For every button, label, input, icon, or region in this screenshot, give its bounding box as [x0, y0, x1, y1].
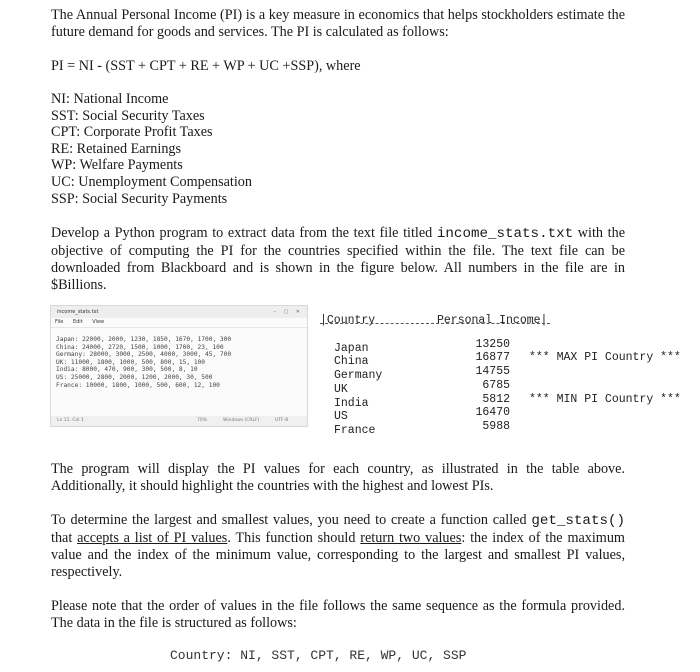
data-line-india: India: 8000, 470, 900, 300, 500, 8, 10 — [56, 366, 198, 374]
output-note: *** MIN PI Country *** — [529, 393, 681, 406]
data-format-line: Country: NI, SST, CPT, RE, WP, UC, SSP — [170, 648, 467, 663]
notepad-statusbar — [51, 416, 307, 426]
data-line-france: France: 10000, 1800, 1000, 500, 600, 12, 100 — [56, 381, 220, 389]
accepts-list-text: accepts a list of PI values — [77, 530, 228, 546]
pi-formula: PI = NI - (SST + CPT + RE + WP + UC +SSP), where — [51, 58, 361, 74]
output-country: Germany — [334, 369, 383, 382]
def-ni: NI: National Income — [51, 91, 169, 107]
def-uc: UC: Unemployment Compensation — [51, 174, 252, 190]
def-wp: WP: Welfare Payments — [51, 157, 183, 173]
data-line-uk: UK: 11000, 1800, 1000, 500, 800, 15, 100 — [56, 358, 206, 366]
output-pi-value: 16877 — [475, 351, 510, 364]
output-country: UK — [334, 383, 348, 396]
menu-edit[interactable]: Edit — [72, 319, 83, 325]
header-divider — [320, 323, 550, 324]
output-header-country: |Country — [320, 314, 376, 327]
notepad-title: income_stats.txt — [57, 309, 99, 315]
order-note-paragraph: Please note that the order of values in the file follows the same sequence as the formula provided. The data in the file is structured as follows: — [51, 598, 625, 631]
def-cpt: CPT: Corporate Profit Taxes — [51, 124, 213, 140]
filename-code: income_stats.txt — [436, 226, 574, 242]
status-encoding: UTF-8 — [275, 418, 289, 423]
display-paragraph: The program will display the PI values for each country, as illustrated in the table above. Additionally, it should highlight the countries with the highest and lowest PIs. — [51, 461, 625, 494]
status-line-ending: Windows (CRLF) — [223, 418, 260, 423]
def-ssp: SSP: Social Security Payments — [51, 191, 228, 207]
data-line-germany: Germany: 28000, 3000, 2500, 4000, 3000, 45, 700 — [56, 351, 232, 359]
notepad-menu — [51, 318, 307, 328]
data-line-china: China: 24000, 2720, 1500, 1000, 1700, 23, 100 — [56, 343, 224, 351]
output-pi-value: 16470 — [475, 406, 510, 419]
output-country: Japan — [334, 342, 369, 355]
notepad-titlebar — [51, 306, 307, 318]
task-paragraph: Develop a Python program to extract data from the text file titled income_stats.txt with the objective of computing the PI for the countries specified within the file. The text file can be downloaded from Blackboard and is shown in the figure below. All numbers in the file are in $Billions. — [51, 225, 625, 293]
intro-paragraph: The Annual Personal Income (PI) is a key measure in economics that helps stockholders estimate the future demand for goods and services. The PI is calculated as follows: — [51, 7, 625, 40]
status-zoom: 70% — [197, 418, 208, 423]
data-line-japan: Japan: 22000, 2000, 1230, 1850, 1670, 1700, 300 — [56, 336, 232, 343]
output-pi-value: 14755 — [475, 365, 510, 378]
output-pi-value: 5988 — [482, 420, 510, 433]
menu-file[interactable]: File — [55, 319, 64, 325]
data-line-us: US: 25000, 2800, 2000, 1200, 2000, 30, 500 — [56, 373, 213, 381]
window-controls-icon: – ▢ ✕ — [273, 309, 303, 315]
output-pi-value: 6785 — [482, 379, 510, 392]
status-position: Ln 11, Col 1 — [57, 418, 84, 423]
def-sst: SST: Social Security Taxes — [51, 108, 205, 124]
output-pi-value: 13250 — [475, 338, 510, 351]
notepad-content — [51, 328, 307, 389]
output-country: China — [334, 355, 369, 368]
output-note: *** MAX PI Country *** — [529, 351, 681, 364]
output-pi-value: 5812 — [482, 393, 510, 406]
output-country: India — [334, 397, 369, 410]
output-country: US — [334, 410, 348, 423]
function-name-code: get_stats() — [531, 513, 625, 529]
notepad-window — [50, 305, 308, 427]
output-country: France — [334, 424, 376, 437]
stats-function-paragraph: To determine the largest and smallest values, you need to create a function called get_stats() that accepts a list of PI values. This function should return two values: the index of the maximum value and the index of the minimum value, corresponding to the largest and smallest PI values, respectively. — [51, 512, 625, 580]
return-two-values-text: return two values — [360, 530, 462, 546]
menu-view[interactable]: View — [92, 319, 105, 325]
def-re: RE: Retained Earnings — [51, 141, 182, 157]
output-header-pi: Personal Income| — [437, 314, 548, 327]
